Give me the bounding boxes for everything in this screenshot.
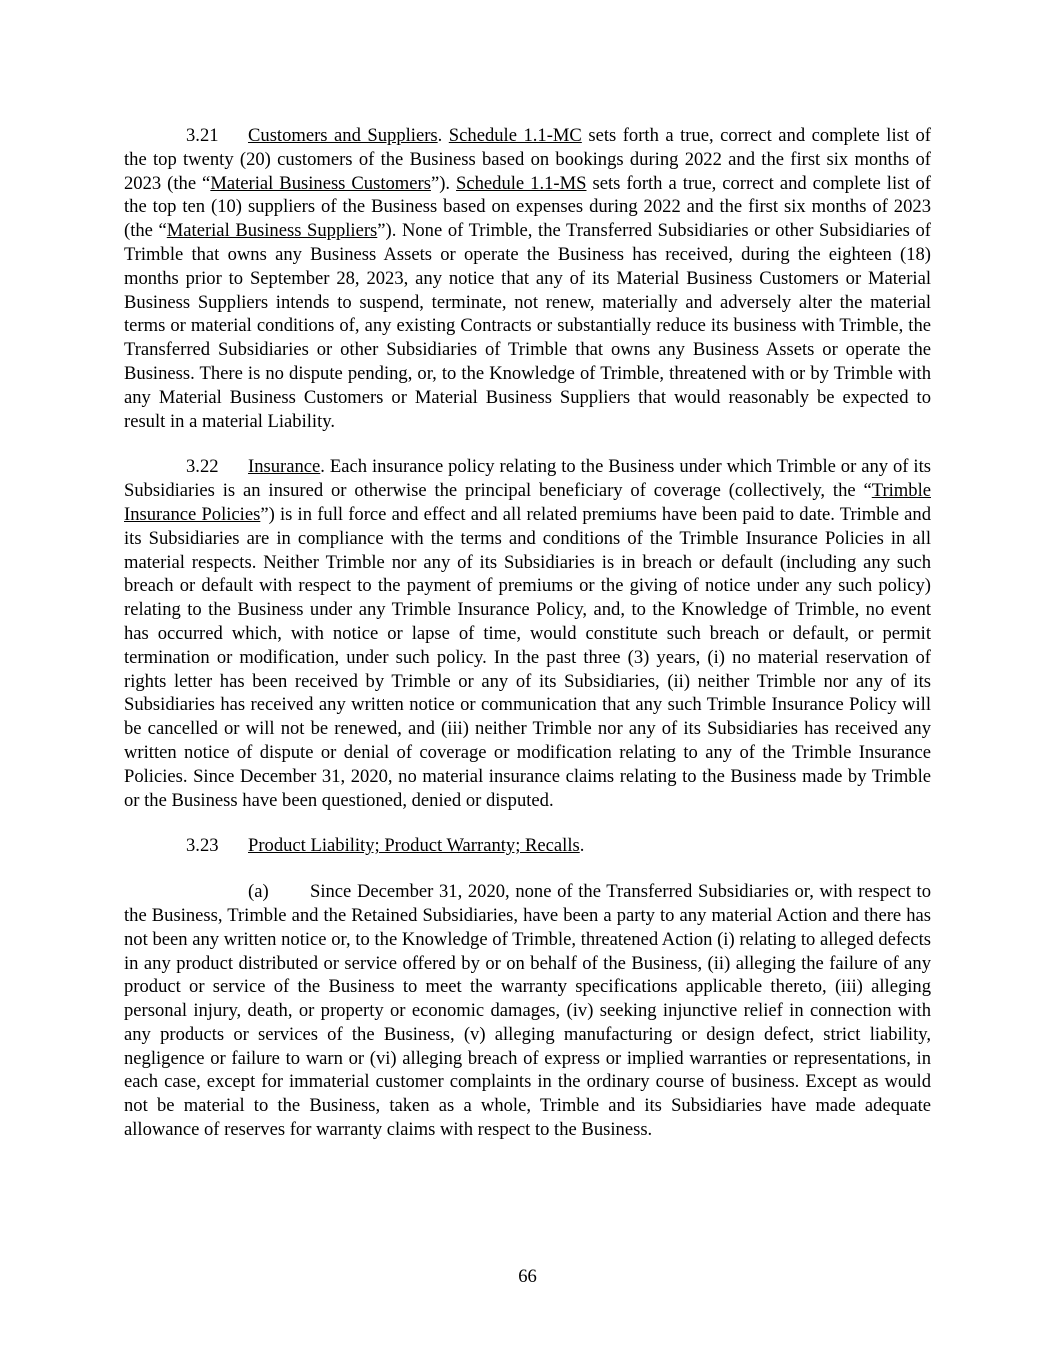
body-text: . — [437, 125, 449, 146]
page-number: 66 — [518, 1266, 537, 1287]
section-heading: Customers and Suppliers — [248, 125, 438, 146]
body-text: . Each insurance policy relating to the Business under which Trimble or any of its Subsidiaries is an insured or otherwise the principal beneficiary of coverage (collectively, the “ — [124, 456, 931, 502]
section-3-22 — [124, 455, 931, 812]
body-text: ”). None of Trimble, the Transferred Subsidiaries or other Subsidiaries of Trimble that owns any Business Assets or operate the Business has received, during the eighteen (18) months prior to September 28, 2023, any notice that any of its Material Business Customers or Material Business Suppliers intends to suspend, terminate, not renew, materially and adversely alter the material terms or material conditions of, any existing Contracts or substantially reduce its business with Trimble, the Transferred Subsidiaries or other Subsidiaries of Trimble that owns any Business Assets or operate the Business. There is no dispute pending, or, to the Knowledge of Trimble, threatened with or by Trimble with any Material Business Customers or Material Business Suppliers that would reasonably be expected to result in a material Liability. — [124, 220, 931, 432]
section-heading: Insurance — [248, 456, 321, 478]
section-3-23 — [124, 834, 931, 858]
document-page — [124, 124, 931, 1142]
schedule-reference: Schedule 1.1-MC — [448, 125, 582, 146]
schedule-reference: Schedule 1.1-MS — [456, 172, 587, 194]
defined-term: Material Business Suppliers — [166, 220, 378, 242]
defined-term: Material Business Customers — [210, 172, 431, 194]
defined-term: Trimble Insurance Policies — [124, 480, 931, 525]
body-text: . — [579, 835, 585, 857]
body-text: sets forth a true, correct and complete list of the top twenty (20) customers of the Business based on bookings during 2022 and the first six months of 2023 (the “ — [124, 125, 931, 194]
section-number: 3.21 — [186, 125, 219, 146]
body-text: ”). — [430, 172, 457, 194]
subsection-number: (a) — [248, 881, 269, 903]
section-heading: Product Liability; Product Warranty; Recalls — [248, 835, 580, 857]
section-number: 3.23 — [186, 835, 219, 857]
body-text: sets forth a true, correct and complete list of the top ten (10) suppliers of the Business based on expenses during 2022 and the first six months of 2023 (the “ — [124, 172, 931, 242]
body-text: ”) is in full force and effect and all related premiums have been paid to date. Trimble and its Subsidiaries are in compliance with the terms and conditions of the Trimble Insurance Policies in all material respects. Neither Trimble nor any of its Subsidiaries is in breach or default (including any such breach or default with respect to the payment of premiums or the giving of notice under any such policy) relating to the Business under any Trimble Insurance Policy, and, to the Knowledge of Trimble, no event has occurred which, with notice or lapse of time, would constitute such breach or default, or permit termination or modification, under such policy. In the past three (3) years, (i) no material reservation of rights letter has been received by Trimble or any of its Subsidiaries, (ii) neither Trimble nor any of its Subsidiaries has received any written notice or communication that any such Trimble Insurance Policy will be cancelled or will not be renewed, and (iii) neither Trimble nor any of its Subsidiaries has received any written notice of dispute or denial of coverage or modification relating to any of the Trimble Insurance Policies. Since December 31, 2020, no material insurance claims relating to the Business made by Trimble or the Business have been questioned, denied or disputed. — [124, 503, 932, 811]
section-3-21 — [124, 124, 931, 433]
body-text: Since December 31, 2020, none of the Transferred Subsidiaries or, with respect to the Business, Trimble and the Retained Subsidiaries, have been a party to any material Action and there has not been any written notice or, to the Knowledge of Trimble, threatened Action (i) relating to alleged defects in any product distributed or service offered by or on behalf of the Business, (ii) alleging the failure of any product or service of the Business to meet the warranty specifications applicable thereto, (iii) alleging personal injury, death, or property or economic damages, (iv) seeking injunctive relief in connection with any products or services of the Business, (v) alleging manufacturing or design defect, strict liability, negligence or failure to warn or (vi) alleging breach of express or implied warranties or representations, in each case, except for immaterial customer complaints in the ordinary course of business. Except as would not be material to the Business, taken as a whole, Trimble and its Subsidiaries have made adequate allowance of reserves for warranty claims with respect to the Business. — [124, 881, 931, 1141]
section-3-23-a — [124, 880, 931, 1142]
section-number: 3.22 — [186, 456, 219, 478]
